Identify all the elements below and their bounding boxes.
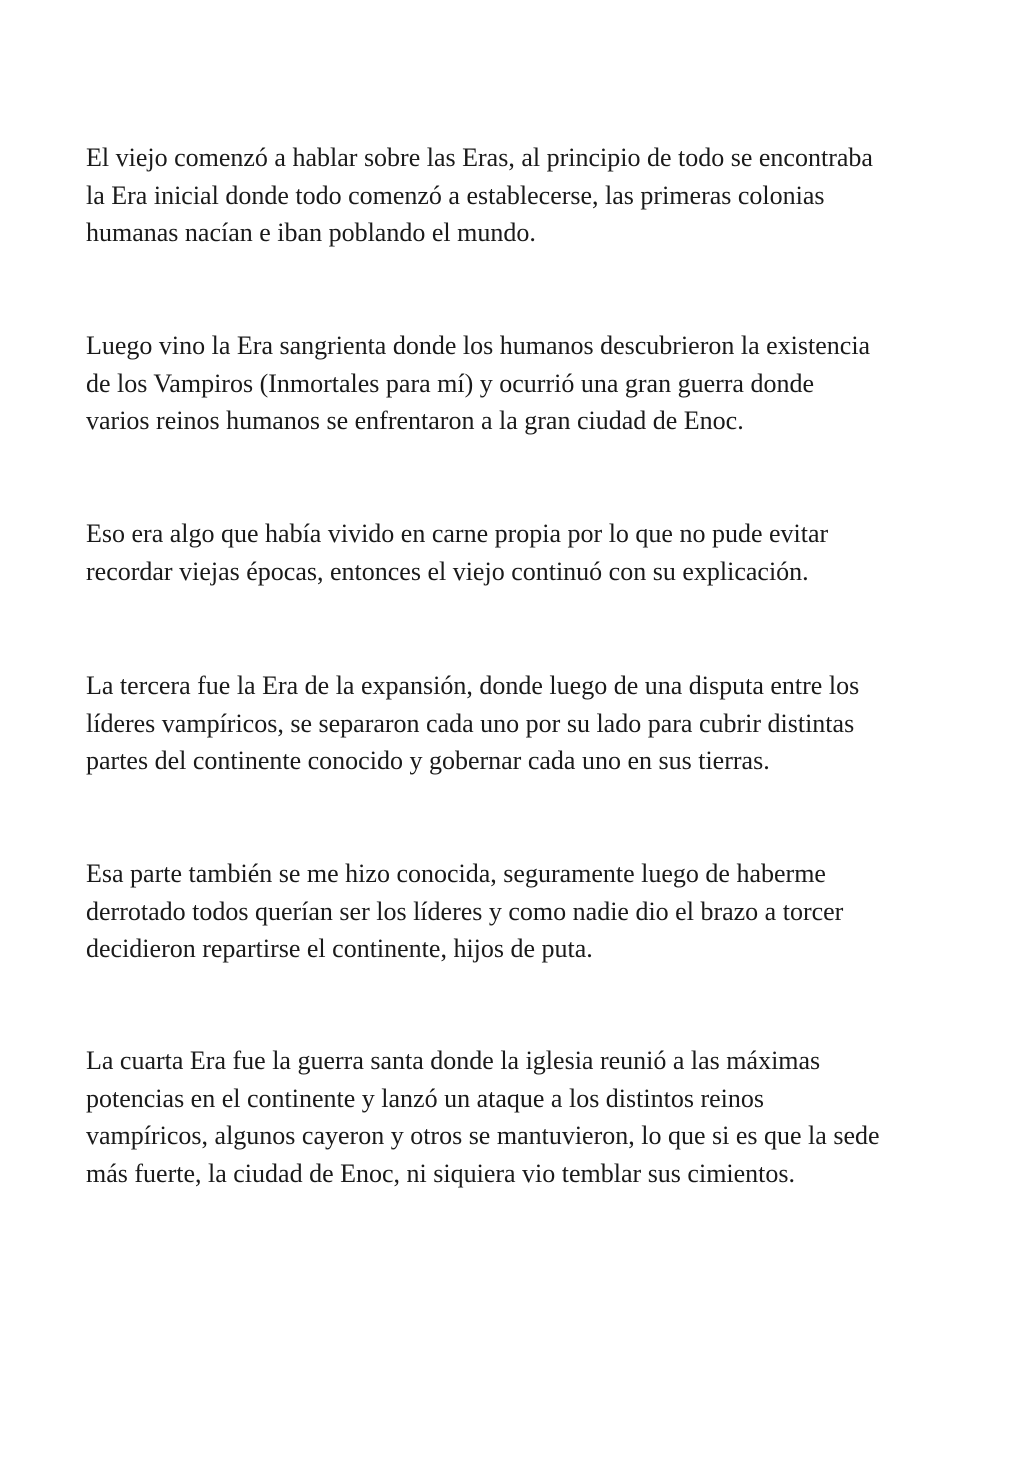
paragraph-line: humanas nacían e iban poblando el mundo. [86,218,536,247]
paragraph-line: decidieron repartirse el continente, hijos de puta. [86,934,593,963]
paragraph-line: vampíricos, algunos cayeron y otros se mantuvieron, lo que si es que la sede [86,1121,880,1150]
paragraph-line: recordar viejas épocas, entonces el viejo continuó con su explicación. [86,556,809,586]
paragraph-6 [86,1042,966,1192]
paragraph-4 [86,667,966,780]
paragraph-line: derrotado todos querían ser los líderes y como nadie dio el brazo a torcer [86,896,844,926]
paragraph-line: La tercera fue la Era de la expansión, donde luego de una disputa entre los [86,671,860,700]
paragraph-line: Eso era algo que había vivido en carne propia por lo que no pude evitar [86,519,829,548]
paragraph-line: potencias en el continente y lanzó un ataque a los distintos reinos [86,1083,764,1113]
paragraph-line: líderes vampíricos, se separaron cada uno por su lado para cubrir distintas [86,708,855,738]
paragraph-line: más fuerte, la ciudad de Enoc, ni siquiera vio temblar sus cimientos. [86,1158,796,1188]
paragraph-line: de los Vampiros (Inmortales para mí) y ocurrió una gran guerra donde [86,368,815,398]
paragraph-line: la Era inicial donde todo comenzó a establecerse, las primeras colonias [86,180,825,210]
paragraph-line: El viejo comenzó a hablar sobre las Eras, al principio de todo se encontraba [86,143,873,172]
paragraph-line: varios reinos humanos se enfrentaron a la gran ciudad de Enoc. [86,406,744,435]
paragraph-line: Esa parte también se me hizo conocida, seguramente luego de haberme [86,859,826,888]
paragraph-1 [86,139,966,252]
paragraph-line: La cuarta Era fue la guerra santa donde la iglesia reunió a las máximas [86,1046,821,1075]
paragraph-2 [86,327,966,440]
paragraph-3 [86,515,966,590]
paragraph-5 [86,855,966,968]
paragraph-line: Luego vino la Era sangrienta donde los humanos descubrieron la existencia [86,331,871,360]
paragraph-line: partes del continente conocido y gobernar cada uno en sus tierras. [86,746,770,775]
